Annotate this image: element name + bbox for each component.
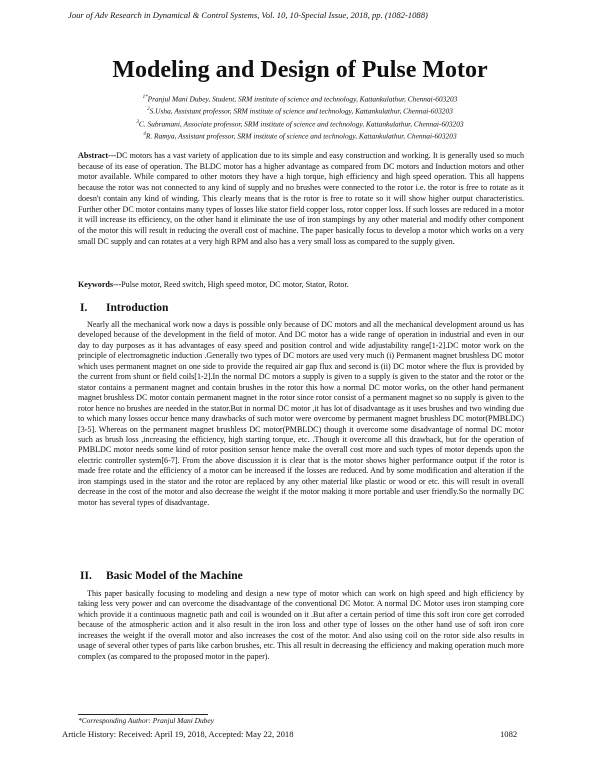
section-heading-basic-model [80, 569, 243, 583]
author-superscript: 4 [143, 132, 146, 138]
author-affiliation: Pranjul Mani Dubey, Student, SRM institute of science and technology, Kattankulathur, Chennai-603203 [147, 94, 458, 104]
section-number: II. [80, 570, 92, 582]
abstract-label: Abstract--- [78, 151, 117, 160]
author-affiliation: S.Usha, Assistant professor, SRM institute of science and technology, Kattankulathur, Chennai-603203 [149, 106, 453, 116]
abstract [78, 151, 524, 247]
author-line [60, 92, 540, 104]
author-line [60, 117, 540, 129]
section-number: I. [80, 302, 88, 314]
paragraph-text: This paper basically focusing to modeling and design a new type of motor which can work on high speed and high efficiency by taking less very power and can overcome the disadvantage of the conventional DC Motor. A normal DC Motor uses iron stamping core which provide it a continuous magnetic path and coil is wounded on it .But after a certain period of time this soft iron core get corroded because of the atmospheric action and it also result in the iron loss and other type of losses on the other hand use of soft iron core increases the weight if the overall motor and also increases the cost of the motor. And also using coil on the rotor side also results in usage of several other types of parts like carbon brushes, etc. This all result in decreasing the efficiency and making operation much more complex (as compared to the proposed motor in the paper). [78, 589, 524, 661]
section-body-introduction [78, 320, 524, 508]
keywords-label: Keywords--- [78, 280, 122, 289]
keywords-text: Pulse motor, Reed switch, High speed motor, DC motor, Stator, Rotor. [121, 280, 349, 289]
author-superscript: 1* [142, 95, 148, 100]
corresponding-author-footnote: *Corresponding Author: Pranjul Mani Dubey [78, 716, 214, 725]
paragraph-text: Nearly all the mechanical work now a days is possible only because of DC motors and all the mechanical development around us has developed because of the development in the field of motor. And DC motor has a wide range of operation in industrial and even in our day to day purposes as it has advantages of easy speed and position control and wide adjustability range[1-2].DC motor work on the principle of electromagnetic induction .Generally two types of DC motors are used very much (i) Permanent magnet brushless DC motor which uses permanent magnet on one side to provide the required air gap flux and second is (ii) DC motor where the flux is provided by the current from shunt or field coils[1-2].In the normal DC motors a supply is given to a supply is given to the stator and the rotor or the stator contains a permanent magnet and contain brushes in the rotor this how a normal DC motor works, on the other hand permanent magnet brushless DC motor contain permanent magnet in the rotor since rotor consist of a permanent magnet so no supply is given to the rotor hence no brushes are needed in the stator.But in normal DC motor ,it has lot of disadvantage as it uses brushes and two winding due to which many losses occur hence many drawbacks of such motor were overcome by permanent magnet brushless DC motor(PMBLDC) [3-5]. Whereas on the permanent magnet brushless DC motor(PMBLDC) though it overcome some disadvantage of normal DC motor such as brush loss ,increasing the efficiency, high starting torque, etc. .Though it overcome all this drawback, but for the operation of PMBLDC motor needs some kind of rotor position sensor hence make the overall cost more and such types of motor depends upon the electric controller system[6-7]. From the above discussion it is clear that is the motor shows higher performance output if the rotor is made free rotate and the efficiency of a motor can be increased if the losses are reduced. And by some modification and alteration if the iron stampings used in the stator and the rotor are replaced by any other material like plastic or wood or etc. this will result in overall decrease in the cost of the motor and also decrease the weight if the motor making it more portable and user friendly.So the normally DC motor has several types of disadvantage. [78, 320, 524, 507]
author-superscript: 3 [136, 119, 139, 125]
author-line [60, 129, 540, 141]
author-affiliation: R. Ramya, Assistant professor, SRM institute of science and technology, Kattankulathur, Chennai-603203 [145, 131, 457, 141]
author-line [60, 104, 540, 116]
paper-title: Modeling and Design of Pulse Motor [112, 57, 488, 83]
section-body-basic-model [78, 589, 524, 662]
abstract-text: DC motors has a vast variety of application due to its simple and easy construction and working. It is generally used so much because of its ease of operation. The BLDC motor has a higher advantage as compared from DC motors and Induction motors and other motor available. While compared to other motors they have a high torque, high efficiency and high speed operation. This all happens because the rotor was not connected to any kind of supply and no brushes were connected to the rotor i.e. the rotor is free to rotate as it doesn't contain any kind of winding. This clearly means that is the rotor is free to rotate so it will show higher output characteristics. Further other DC motor contains many types of losses like stator field copper loss, rotor copper loss. If such losses are reduced in a motor it will increase its efficiency, on the other hand it eliminate the use of iron stampings by any other material and modify other component of the motor this will result in reducing the overall cost of machine. The paper basically focus to develop a motor which works on a very small DC supply and can rotates at a very high RPM and also has a very small loss as compared to the supply given. [78, 151, 524, 246]
keywords [78, 280, 524, 291]
article-history: Article History: Received: April 19, 2018, Accepted: May 22, 2018 [62, 729, 294, 739]
author-affiliation: C. Subramani, Associate professor, SRM institute of science and technology, Kattankulathur, Chennai-603203 [138, 119, 464, 129]
journal-header: Jour of Adv Research in Dynamical & Control Systems, Vol. 10, 10-Special Issue, 2018, pp. (1082-1088) [68, 10, 428, 20]
section-title: Introduction [106, 302, 169, 314]
author-superscript: 2 [147, 107, 150, 113]
page-number: 1082 [500, 729, 518, 739]
section-heading-introduction [80, 301, 168, 315]
author-list [60, 92, 540, 142]
footnote-divider [78, 714, 208, 715]
section-title: Basic Model of the Machine [106, 570, 243, 582]
